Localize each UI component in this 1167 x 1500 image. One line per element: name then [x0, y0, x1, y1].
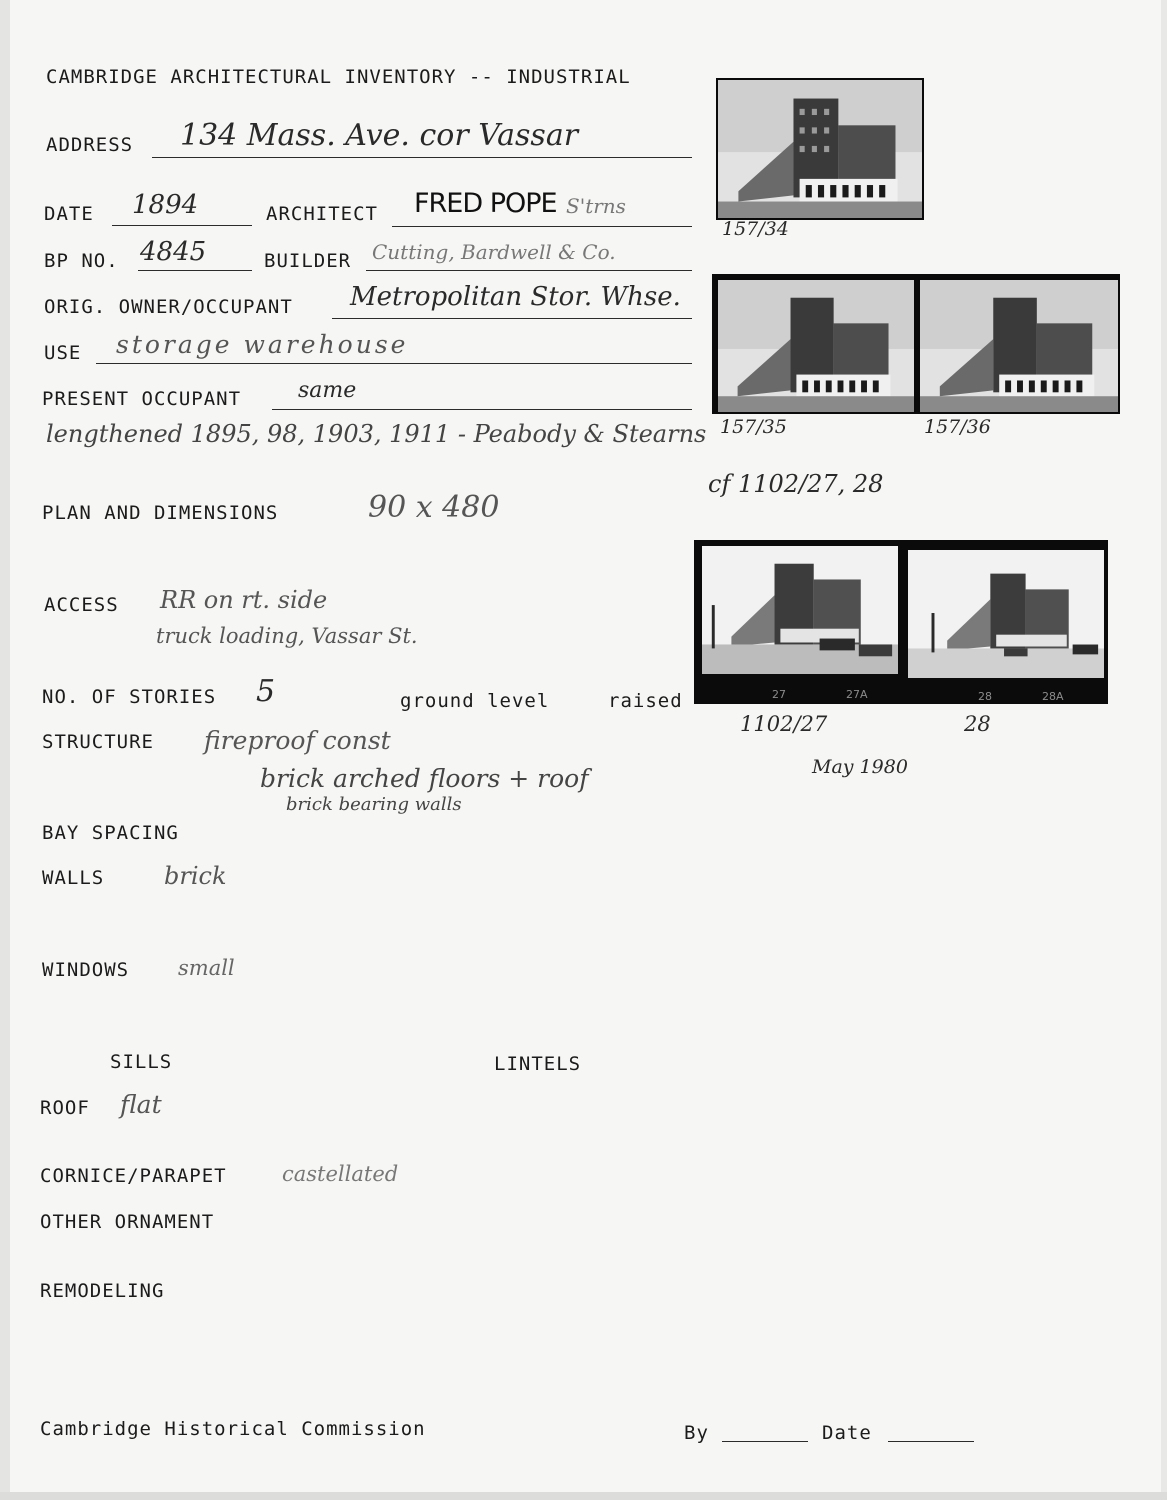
- paper-edge-right: [1161, 0, 1167, 1500]
- structure-label: STRUCTURE: [42, 731, 154, 753]
- present-occupant-label: PRESENT OCCUPANT: [42, 388, 242, 410]
- street-photo-icon: [908, 550, 1104, 678]
- date-label: DATE: [44, 203, 94, 225]
- present-occupant-line: [272, 409, 692, 410]
- photo-157-36-caption: 157/36: [924, 416, 991, 438]
- walls-label: WALLS: [42, 867, 105, 889]
- footer-organization: Cambridge Historical Commission: [40, 1418, 426, 1440]
- photo-1102-28: [906, 548, 1106, 680]
- builder-line: [366, 270, 692, 271]
- photo-157-34: [716, 78, 924, 220]
- other-ornament-label: OTHER ORNAMENT: [40, 1211, 215, 1233]
- photo-date-note: May 1980: [812, 756, 908, 778]
- address-line: [152, 157, 692, 158]
- cornice-value: castellated: [282, 1162, 399, 1186]
- architect-value: FRED POPE: [414, 188, 557, 219]
- access-line2: truck loading, Vassar St.: [156, 624, 418, 648]
- strip-frame-number-28a: 28A: [1042, 690, 1064, 703]
- footer-date-line: [888, 1441, 974, 1442]
- paper-edge-left: [0, 0, 10, 1500]
- structure-line1: fireproof const: [204, 726, 391, 755]
- orig-owner-value: Metropolitan Stor. Whse.: [350, 282, 681, 312]
- plan-label: PLAN AND DIMENSIONS: [42, 502, 279, 524]
- cornice-label: CORNICE/PARAPET: [40, 1165, 227, 1187]
- photo-1102-27: [700, 544, 900, 676]
- structure-line3: brick bearing walls: [286, 794, 462, 815]
- plan-value: 90 x 480: [368, 490, 500, 525]
- ground-level-text: ground level: [400, 690, 550, 712]
- address-label: ADDRESS: [46, 134, 134, 156]
- stories-value: 5: [256, 674, 276, 709]
- address-value: 134 Mass. Ave. cor Vassar: [180, 118, 579, 153]
- strip-frame-number-28: 28: [978, 690, 992, 703]
- builder-value: Cutting, Bardwell & Co.: [372, 240, 616, 264]
- use-value: storage warehouse: [116, 330, 409, 359]
- bp-no-label: BP NO.: [44, 250, 119, 272]
- architect-line: [392, 226, 692, 227]
- sills-label: SILLS: [110, 1051, 173, 1073]
- date-value: 1894: [132, 190, 199, 220]
- footer-by-label: By: [684, 1422, 709, 1444]
- access-line1: RR on rt. side: [160, 586, 328, 614]
- form-title: CAMBRIDGE ARCHITECTURAL INVENTORY -- INDUSTRIAL: [46, 66, 631, 88]
- strip-frame-number-27a: 27A: [846, 688, 868, 701]
- present-occupant-value: same: [298, 378, 357, 403]
- bay-spacing-label: BAY SPACING: [42, 822, 179, 844]
- raised-text: raised: [608, 690, 683, 712]
- building-photo-icon: [718, 280, 914, 412]
- roof-label: ROOF: [40, 1097, 90, 1119]
- paper-edge-bottom: [0, 1492, 1167, 1500]
- use-label: USE: [44, 342, 82, 364]
- walls-value: brick: [164, 862, 227, 890]
- photo-157-34-caption: 157/34: [722, 218, 789, 240]
- stories-label: NO. OF STORIES: [42, 686, 217, 708]
- orig-owner-label: ORIG. OWNER/OCCUPANT: [44, 296, 293, 318]
- builder-label: BUILDER: [264, 250, 352, 272]
- building-photo-icon: [718, 80, 922, 218]
- architect-label: ARCHITECT: [266, 203, 378, 225]
- strip-frame-number-27: 27: [772, 688, 786, 701]
- photo-157-35-caption: 157/35: [720, 416, 787, 438]
- bp-no-value: 4845: [140, 237, 207, 267]
- windows-value: small: [178, 956, 235, 980]
- lintels-label: LINTELS: [494, 1053, 582, 1075]
- access-label: ACCESS: [44, 594, 119, 616]
- architect-faint-note: S'trns: [566, 194, 626, 218]
- photo-1102-27-caption: 1102/27: [740, 712, 828, 736]
- photo-157-36: [918, 278, 1120, 414]
- photo-157-35: [716, 278, 916, 414]
- orig-owner-line: [332, 318, 692, 319]
- footer-date-label: Date: [822, 1422, 872, 1444]
- lengthened-note: lengthened 1895, 98, 1903, 1911 - Peabody & Stearns: [46, 420, 707, 448]
- use-line: [96, 363, 692, 364]
- photo-1102-28-caption: 28: [964, 712, 991, 736]
- windows-label: WINDOWS: [42, 959, 130, 981]
- date-line: [112, 225, 252, 226]
- remodeling-label: REMODELING: [40, 1280, 165, 1302]
- roof-value: flat: [120, 1090, 162, 1119]
- building-photo-icon: [920, 280, 1118, 412]
- cf-note: cf 1102/27, 28: [708, 470, 884, 498]
- street-photo-icon: [702, 546, 898, 674]
- footer-by-line: [722, 1441, 808, 1442]
- structure-line2: brick arched floors + roof: [260, 764, 589, 793]
- bp-no-line: [138, 270, 252, 271]
